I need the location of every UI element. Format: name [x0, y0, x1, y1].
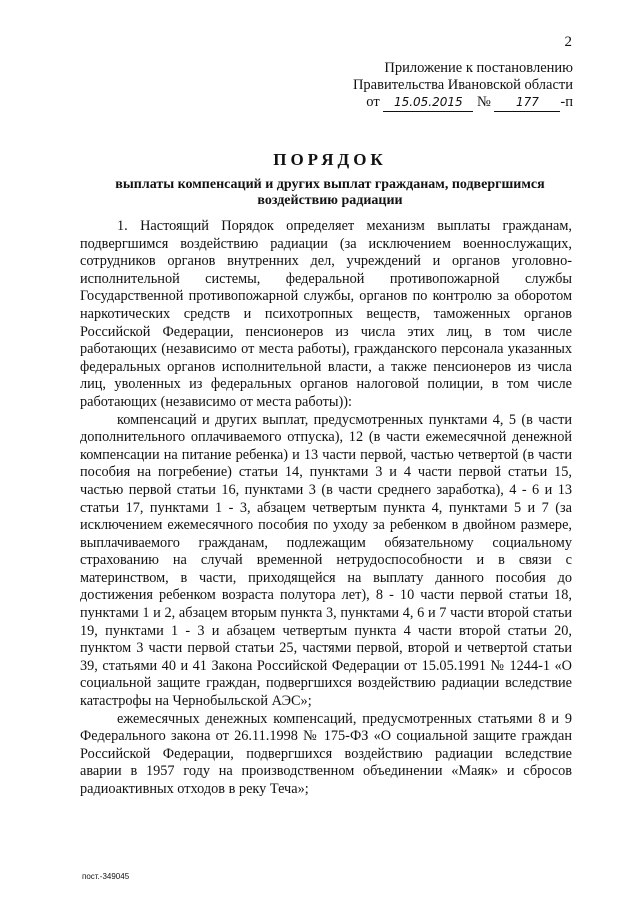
number-suffix: -п	[560, 94, 573, 110]
resolution-date: 15.05.2015	[383, 94, 473, 112]
number-sign: №	[476, 94, 491, 110]
appendix-line-3	[253, 94, 573, 112]
document-body	[80, 218, 572, 799]
paragraph: ежемесячных денежных компенсаций, предусмотренных статьями 8 и 9 Федерального закона от 26.11.1998 № 175-ФЗ «О социальной защите граждан Российской Федерации, подвергшихся воздействию радиации вследствие аварии в 1957 году на производственном объединении «Маяк» и сбросов радиоактивных отходов в реку Теча»;	[80, 710, 572, 797]
title-block	[80, 150, 580, 209]
document-subtitle: выплаты компенсаций и других выплат гражданам, подвергшимся воздействию радиации	[115, 177, 545, 208]
document-title: ПОРЯДОК	[273, 150, 387, 169]
footer-code: пост.-349045	[82, 872, 130, 881]
paragraph: 1. Настоящий Порядок определяет механизм выплаты гражданам, подвергшимся воздействию радиации (за исключением военнослужащих, сотрудников органов внутренних дел, учреждений и органов уголовно-исполнительной системы, федеральной противопожарной службы Государственной противопожарной службы, органов по контролю за оборотом наркотических средств и психотропных веществ, таможенных органов Российской Федерации, пенсионеров из числа этих лиц, в том числе работающих (независимо от места работы), гражданского персонала указанных федеральных органов исполнительной власти, а также пенсионеров из числа лиц, уволенных из федеральных органов налоговой полиции, в том числе работающих (независимо от места работы)):	[80, 218, 572, 410]
from-label: от	[366, 94, 380, 110]
page-number: 2	[564, 34, 572, 50]
resolution-number: 177	[494, 94, 560, 112]
appendix-line-1: Приложение к постановлению	[384, 60, 573, 76]
paragraph: компенсаций и других выплат, предусмотренных пунктами 4, 5 (в части дополнительного оплачиваемого отпуска), 12 (в части ежемесячной денежной компенсации на питание ребенка) и 13 части первой, частью четвертой (в части пособия на погребение) статьи 14, пунктами 3 и 4 части первой статьи 15, частью первой статьи 16, пунктами 3 (в части среднего заработка), 4 - 6 и 13 статьи 17, пунктами 1 - 3, абзацем четвертым пункта 4, пунктами 5 и 7 (за исключением ежемесячного пособия по уходу за ребенком в двойном размере, выплачиваемого гражданам, подлежащим обязательному социальному страхованию на случай временной нетрудоспособности и в связи с материнством, в части, приходящейся на выплату данного пособия до достижения ребенком возраста полутора лет), 8 - 10 части первой статьи 18, пунктами 1 и 2, абзацем вторым пункта 3, пунктами 4, 6 и 7 части второй статьи 19, пунктами 1 - 3 и абзацем четвертым пункта 4 части второй статьи 20, пунктом 3 части первой статьи 25, частями первой, второй и четвертой статьи 39, статьями 40 и 41 Закона Российской Федерации от 15.05.1991 № 1244-1 «О социальной защите граждан, подвергшихся воздействию радиации вследствие катастрофы на Чернобыльской АЭС»;	[80, 411, 572, 710]
appendix-line-2: Правительства Ивановской области	[352, 77, 573, 93]
appendix-header	[253, 60, 573, 112]
